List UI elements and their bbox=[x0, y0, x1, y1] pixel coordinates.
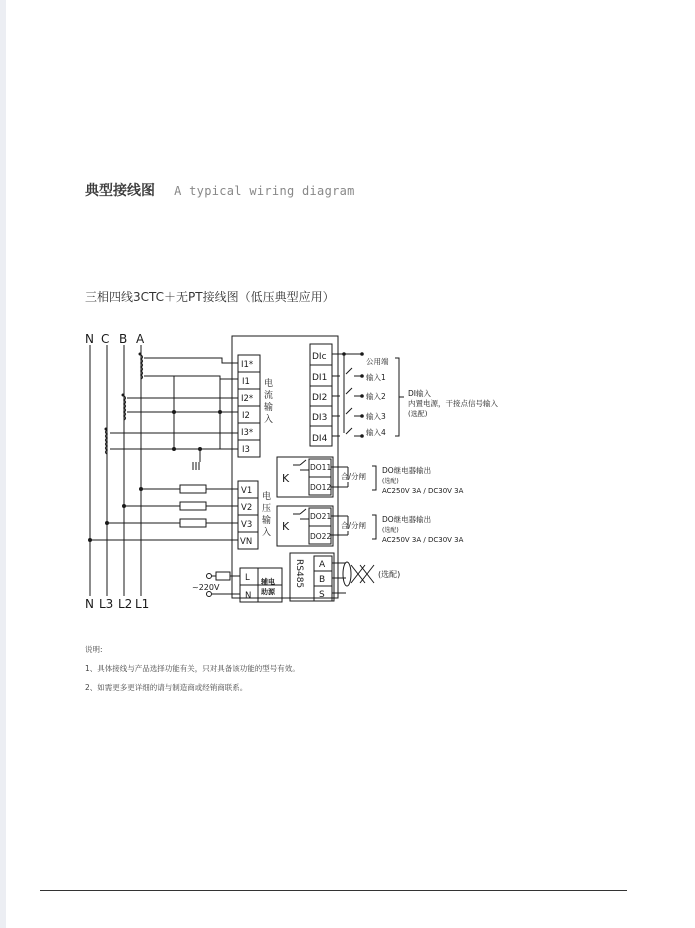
terminal-do21: DO21 bbox=[310, 512, 332, 521]
terminal-rs485-a: A bbox=[319, 560, 326, 570]
current-label-1: 电 bbox=[264, 379, 274, 389]
junction-dot bbox=[122, 504, 126, 508]
do2-desc-option: (选配) bbox=[382, 527, 399, 534]
terminal-dic: DIc bbox=[312, 352, 327, 362]
terminal-aux-l: L bbox=[245, 573, 250, 583]
current-label-3: 输 bbox=[264, 403, 274, 413]
terminal-do11: DO11 bbox=[310, 463, 332, 472]
notes-title: 说明: bbox=[85, 645, 103, 654]
ct-coil-c-icon bbox=[106, 430, 108, 454]
phase-bottom-n: N bbox=[85, 597, 94, 611]
junction-dot bbox=[172, 447, 176, 451]
note-item-2: 2、如需更多更详细的请与制造商或经销商联系。 bbox=[85, 683, 248, 692]
terminal-i2s: I2* bbox=[241, 394, 254, 404]
aux-label-2: 助源 bbox=[261, 588, 275, 596]
junction-dot bbox=[105, 521, 109, 525]
junction-dot bbox=[360, 352, 364, 356]
notes bbox=[85, 640, 300, 697]
di-label-1: 输入1 bbox=[366, 373, 386, 382]
junction-dot bbox=[198, 447, 202, 451]
rs485-option: (选配) bbox=[378, 570, 401, 579]
junction-dot bbox=[360, 434, 364, 438]
terminal-di4: DI4 bbox=[312, 434, 328, 444]
current-label-4: 入 bbox=[264, 415, 274, 425]
rs485-label: RS485 bbox=[294, 559, 304, 589]
bottom-divider bbox=[40, 890, 627, 891]
do2-desc-title: DO继电器输出 bbox=[382, 515, 432, 524]
do2-brace bbox=[372, 515, 376, 539]
terminal-v2: V2 bbox=[241, 503, 253, 513]
terminal-v3: V3 bbox=[241, 520, 253, 530]
relay-k-1: K bbox=[282, 472, 290, 485]
terminal-di3: DI3 bbox=[312, 413, 328, 423]
voltage-label-4: 入 bbox=[262, 528, 272, 538]
ct-coil-b-icon bbox=[124, 396, 126, 420]
do2-desc-rating: AC250V 3A / DC30V 3A bbox=[382, 536, 464, 544]
terminal-v1: V1 bbox=[241, 486, 253, 496]
wire-i1 bbox=[144, 376, 238, 379]
terminal-i1: I1 bbox=[242, 377, 250, 387]
terminal-do22: DO22 bbox=[310, 532, 332, 541]
phase-top-a: A bbox=[136, 332, 145, 346]
terminal-do12: DO12 bbox=[310, 483, 332, 492]
aux-label-1: 辅电 bbox=[261, 578, 275, 586]
do2-switch-label: 合/分闸 bbox=[341, 521, 367, 530]
terminal-rs485-s: S bbox=[319, 590, 325, 600]
phase-top-b: B bbox=[119, 332, 128, 346]
phase-top-n: N bbox=[85, 332, 94, 346]
di-brace bbox=[395, 358, 399, 436]
heading-zh: 典型接线图 bbox=[85, 183, 155, 199]
voltage-label-1: 电 bbox=[262, 492, 272, 502]
voltage-label-2: 压 bbox=[262, 504, 272, 514]
terminal-di2: DI2 bbox=[312, 393, 328, 403]
junction-dot bbox=[172, 410, 176, 414]
do1-desc-rating: AC250V 3A / DC30V 3A bbox=[382, 487, 464, 495]
phase-bottom-l1: L1 bbox=[135, 597, 150, 611]
fuse-v1-icon bbox=[180, 485, 206, 493]
voltage-label-3: 输 bbox=[262, 516, 272, 526]
terminal-i1s: I1* bbox=[241, 360, 254, 370]
terminal-di1: DI1 bbox=[312, 373, 328, 383]
junction-dot bbox=[342, 352, 346, 356]
wire-i1s bbox=[144, 358, 238, 363]
relay-k-2: K bbox=[282, 520, 290, 533]
do1-desc-option: (选配) bbox=[382, 478, 399, 485]
do1-brace bbox=[372, 466, 376, 490]
di-label-4: 输入4 bbox=[366, 428, 386, 437]
terminal-i3: I3 bbox=[242, 445, 250, 455]
junction-dot bbox=[139, 487, 143, 491]
terminal-rs485-b: B bbox=[319, 575, 326, 585]
current-label-2: 流 bbox=[264, 391, 274, 401]
di-desc-source: 内置电源，干接点信号输入 bbox=[408, 399, 498, 408]
twisted-pair-icon bbox=[351, 565, 374, 583]
fuse-v3-icon bbox=[180, 519, 206, 527]
terminal-aux-n: N bbox=[245, 591, 252, 601]
di-label-2: 输入2 bbox=[366, 392, 386, 401]
junction-dot bbox=[218, 410, 222, 414]
phase-bottom-l2: L2 bbox=[118, 597, 133, 611]
phase-top-c: C bbox=[101, 332, 110, 346]
do1-switch-label: 合/分闸 bbox=[341, 472, 367, 481]
di-desc-title: DI输入 bbox=[408, 389, 431, 398]
junction-dot bbox=[360, 394, 364, 398]
diagram-subtitle: 三相四线3CTC＋无PT接线图（低压典型应用） bbox=[85, 290, 335, 304]
fuse-v2-icon bbox=[180, 502, 206, 510]
do1-desc-title: DO继电器输出 bbox=[382, 466, 432, 475]
phase-bottom-l3: L3 bbox=[99, 597, 114, 611]
aux-fuse-icon bbox=[216, 572, 230, 580]
ct-coil-a-icon bbox=[141, 355, 143, 379]
junction-dot bbox=[88, 538, 92, 542]
terminal-i3s: I3* bbox=[241, 428, 254, 438]
di-desc-option: (选配) bbox=[408, 410, 428, 418]
di-label-common: 公用端 bbox=[366, 357, 389, 366]
note-item-1: 1、具体接线与产品选择功能有关，只对具备该功能的型号有效。 bbox=[85, 664, 300, 673]
junction-dot bbox=[360, 374, 364, 378]
rs485-shield-icon bbox=[343, 562, 351, 586]
di-label-3: 输入3 bbox=[366, 412, 386, 421]
terminal-vn: VN bbox=[240, 537, 253, 547]
aux-voltage: ~220V bbox=[192, 583, 220, 592]
heading-en: A typical wiring diagram bbox=[174, 184, 355, 198]
junction-dot bbox=[360, 414, 364, 418]
terminal-i2: I2 bbox=[242, 411, 250, 421]
